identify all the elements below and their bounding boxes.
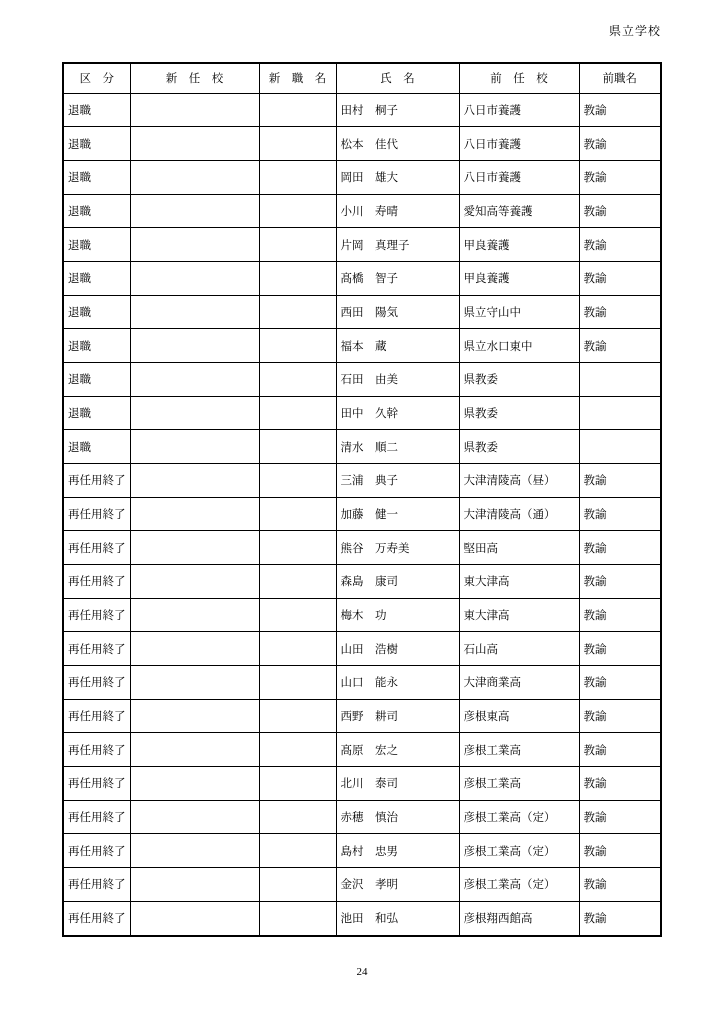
cell-prev-school: 彦根工業高 bbox=[459, 766, 579, 800]
cell-category: 再任用終了 bbox=[63, 699, 130, 733]
cell-new-school bbox=[130, 632, 259, 666]
cell-name: 清水 順二 bbox=[336, 430, 459, 464]
cell-prev-title: 教諭 bbox=[579, 632, 661, 666]
cell-new-title bbox=[259, 127, 336, 161]
cell-new-school bbox=[130, 901, 259, 936]
table-row bbox=[63, 261, 661, 295]
cell-new-title bbox=[259, 699, 336, 733]
column-header-new-school: 新 任 校 bbox=[130, 63, 259, 93]
cell-name: 福本 蔵 bbox=[336, 329, 459, 363]
cell-name: 田村 桐子 bbox=[336, 93, 459, 127]
column-header-name: 氏 名 bbox=[336, 63, 459, 93]
cell-name: 西野 耕司 bbox=[336, 699, 459, 733]
cell-category: 退職 bbox=[63, 295, 130, 329]
cell-new-school bbox=[130, 93, 259, 127]
cell-new-title bbox=[259, 497, 336, 531]
cell-name: 田中 久幹 bbox=[336, 396, 459, 430]
table-row bbox=[63, 531, 661, 565]
cell-prev-title: 教諭 bbox=[579, 564, 661, 598]
table-header-row bbox=[63, 63, 661, 93]
cell-name: 梅木 功 bbox=[336, 598, 459, 632]
cell-new-school bbox=[130, 497, 259, 531]
cell-category: 再任用終了 bbox=[63, 834, 130, 868]
table-row bbox=[63, 463, 661, 497]
cell-new-title bbox=[259, 766, 336, 800]
cell-new-school bbox=[130, 228, 259, 262]
cell-prev-title: 教諭 bbox=[579, 329, 661, 363]
cell-category: 退職 bbox=[63, 362, 130, 396]
cell-name: 池田 和弘 bbox=[336, 901, 459, 936]
cell-new-title bbox=[259, 463, 336, 497]
cell-prev-school: 八日市養護 bbox=[459, 127, 579, 161]
cell-category: 再任用終了 bbox=[63, 766, 130, 800]
cell-prev-title: 教諭 bbox=[579, 160, 661, 194]
table-row bbox=[63, 733, 661, 767]
cell-new-school bbox=[130, 766, 259, 800]
cell-new-title bbox=[259, 531, 336, 565]
cell-prev-title bbox=[579, 362, 661, 396]
cell-category: 再任用終了 bbox=[63, 531, 130, 565]
cell-prev-title: 教諭 bbox=[579, 733, 661, 767]
cell-prev-school: 彦根翔西館高 bbox=[459, 901, 579, 936]
cell-prev-school: 彦根東高 bbox=[459, 699, 579, 733]
cell-category: 再任用終了 bbox=[63, 564, 130, 598]
cell-prev-school: 東大津高 bbox=[459, 598, 579, 632]
cell-category: 再任用終了 bbox=[63, 598, 130, 632]
cell-prev-title: 教諭 bbox=[579, 295, 661, 329]
cell-prev-title: 教諭 bbox=[579, 901, 661, 936]
cell-prev-title bbox=[579, 396, 661, 430]
page-number: 24 bbox=[356, 966, 368, 978]
cell-category: 再任用終了 bbox=[63, 463, 130, 497]
table-row bbox=[63, 598, 661, 632]
cell-category: 再任用終了 bbox=[63, 901, 130, 936]
cell-prev-title: 教諭 bbox=[579, 497, 661, 531]
cell-name: 石田 由美 bbox=[336, 362, 459, 396]
personnel-table bbox=[62, 62, 662, 937]
cell-new-title bbox=[259, 632, 336, 666]
cell-new-school bbox=[130, 295, 259, 329]
cell-category: 再任用終了 bbox=[63, 800, 130, 834]
cell-name: 松本 佳代 bbox=[336, 127, 459, 161]
table-row bbox=[63, 867, 661, 901]
cell-category: 退職 bbox=[63, 430, 130, 464]
table-row bbox=[63, 766, 661, 800]
table-row bbox=[63, 632, 661, 666]
cell-prev-school: 県立水口東中 bbox=[459, 329, 579, 363]
cell-prev-title: 教諭 bbox=[579, 800, 661, 834]
cell-category: 退職 bbox=[63, 160, 130, 194]
column-header-new-title: 新 職 名 bbox=[259, 63, 336, 93]
cell-category: 再任用終了 bbox=[63, 632, 130, 666]
cell-prev-school: 甲良養護 bbox=[459, 228, 579, 262]
table-row bbox=[63, 699, 661, 733]
table-row bbox=[63, 228, 661, 262]
cell-prev-school: 県教委 bbox=[459, 430, 579, 464]
cell-name: 島村 忠男 bbox=[336, 834, 459, 868]
cell-prev-school: 東大津高 bbox=[459, 564, 579, 598]
cell-new-title bbox=[259, 261, 336, 295]
page-corner-label: 県立学校 bbox=[608, 24, 661, 38]
column-header-prev-school: 前 任 校 bbox=[459, 63, 579, 93]
cell-name: 山口 能永 bbox=[336, 665, 459, 699]
cell-prev-title: 教諭 bbox=[579, 531, 661, 565]
cell-prev-title: 教諭 bbox=[579, 766, 661, 800]
cell-new-title bbox=[259, 598, 336, 632]
table-row bbox=[63, 834, 661, 868]
table-row bbox=[63, 160, 661, 194]
cell-prev-school: 県教委 bbox=[459, 396, 579, 430]
cell-new-school bbox=[130, 396, 259, 430]
cell-category: 退職 bbox=[63, 194, 130, 228]
table-body bbox=[63, 93, 661, 936]
cell-new-title bbox=[259, 362, 336, 396]
cell-new-school bbox=[130, 531, 259, 565]
cell-new-title bbox=[259, 160, 336, 194]
cell-new-title bbox=[259, 194, 336, 228]
cell-name: 山田 浩樹 bbox=[336, 632, 459, 666]
cell-name: 加藤 健一 bbox=[336, 497, 459, 531]
cell-new-school bbox=[130, 194, 259, 228]
cell-prev-school: 堅田高 bbox=[459, 531, 579, 565]
cell-name: 岡田 雄大 bbox=[336, 160, 459, 194]
cell-prev-title: 教諭 bbox=[579, 228, 661, 262]
cell-prev-school: 愛知高等養護 bbox=[459, 194, 579, 228]
cell-name: 森島 康司 bbox=[336, 564, 459, 598]
cell-new-title bbox=[259, 564, 336, 598]
cell-category: 退職 bbox=[63, 329, 130, 363]
table-row bbox=[63, 329, 661, 363]
cell-prev-school: 大津清陵高（通） bbox=[459, 497, 579, 531]
cell-new-school bbox=[130, 564, 259, 598]
cell-prev-title: 教諭 bbox=[579, 867, 661, 901]
cell-new-school bbox=[130, 430, 259, 464]
cell-prev-school: 八日市養護 bbox=[459, 160, 579, 194]
cell-name: 金沢 孝明 bbox=[336, 867, 459, 901]
cell-new-school bbox=[130, 127, 259, 161]
cell-prev-title: 教諭 bbox=[579, 665, 661, 699]
column-header-category: 区 分 bbox=[63, 63, 130, 93]
cell-name: 西田 陽気 bbox=[336, 295, 459, 329]
cell-prev-school: 県教委 bbox=[459, 362, 579, 396]
cell-new-school bbox=[130, 867, 259, 901]
cell-prev-title: 教諭 bbox=[579, 699, 661, 733]
cell-new-title bbox=[259, 867, 336, 901]
cell-new-title bbox=[259, 800, 336, 834]
table-row bbox=[63, 194, 661, 228]
table-row bbox=[63, 396, 661, 430]
table-row bbox=[63, 362, 661, 396]
cell-new-title bbox=[259, 93, 336, 127]
cell-new-school bbox=[130, 261, 259, 295]
cell-new-title bbox=[259, 834, 336, 868]
table-row bbox=[63, 901, 661, 936]
cell-new-title bbox=[259, 733, 336, 767]
cell-prev-title: 教諭 bbox=[579, 93, 661, 127]
cell-new-school bbox=[130, 800, 259, 834]
table-row bbox=[63, 665, 661, 699]
cell-prev-school: 大津清陵高（昼） bbox=[459, 463, 579, 497]
cell-new-school bbox=[130, 699, 259, 733]
table-row bbox=[63, 295, 661, 329]
cell-prev-title: 教諭 bbox=[579, 463, 661, 497]
cell-new-school bbox=[130, 733, 259, 767]
cell-name: 小川 寿晴 bbox=[336, 194, 459, 228]
cell-prev-school: 八日市養護 bbox=[459, 93, 579, 127]
cell-new-title bbox=[259, 430, 336, 464]
cell-prev-school: 彦根工業高（定） bbox=[459, 867, 579, 901]
cell-prev-title: 教諭 bbox=[579, 194, 661, 228]
cell-new-school bbox=[130, 834, 259, 868]
cell-name: 髙原 宏之 bbox=[336, 733, 459, 767]
cell-name: 髙橋 智子 bbox=[336, 261, 459, 295]
cell-prev-title: 教諭 bbox=[579, 261, 661, 295]
cell-new-title bbox=[259, 295, 336, 329]
cell-name: 北川 泰司 bbox=[336, 766, 459, 800]
cell-prev-school: 彦根工業高（定） bbox=[459, 834, 579, 868]
cell-prev-title: 教諭 bbox=[579, 127, 661, 161]
table-row bbox=[63, 430, 661, 464]
cell-category: 退職 bbox=[63, 228, 130, 262]
cell-category: 再任用終了 bbox=[63, 733, 130, 767]
table-row bbox=[63, 497, 661, 531]
cell-new-school bbox=[130, 329, 259, 363]
cell-category: 再任用終了 bbox=[63, 497, 130, 531]
cell-prev-school: 石山高 bbox=[459, 632, 579, 666]
table-row bbox=[63, 93, 661, 127]
cell-name: 三浦 典子 bbox=[336, 463, 459, 497]
table-row bbox=[63, 564, 661, 598]
cell-prev-school: 甲良養護 bbox=[459, 261, 579, 295]
cell-new-title bbox=[259, 901, 336, 936]
table-row bbox=[63, 800, 661, 834]
table-row bbox=[63, 127, 661, 161]
cell-new-title bbox=[259, 665, 336, 699]
cell-new-school bbox=[130, 463, 259, 497]
cell-prev-school: 彦根工業高 bbox=[459, 733, 579, 767]
cell-new-title bbox=[259, 396, 336, 430]
cell-new-title bbox=[259, 228, 336, 262]
cell-category: 退職 bbox=[63, 396, 130, 430]
cell-prev-school: 県立守山中 bbox=[459, 295, 579, 329]
cell-new-school bbox=[130, 362, 259, 396]
cell-category: 退職 bbox=[63, 127, 130, 161]
cell-new-school bbox=[130, 598, 259, 632]
cell-prev-title: 教諭 bbox=[579, 834, 661, 868]
column-header-prev-title: 前職名 bbox=[579, 63, 661, 93]
cell-prev-school: 大津商業高 bbox=[459, 665, 579, 699]
cell-new-school bbox=[130, 665, 259, 699]
cell-prev-title bbox=[579, 430, 661, 464]
cell-category: 再任用終了 bbox=[63, 867, 130, 901]
cell-category: 再任用終了 bbox=[63, 665, 130, 699]
cell-category: 退職 bbox=[63, 93, 130, 127]
cell-name: 熊谷 万寿美 bbox=[336, 531, 459, 565]
cell-name: 片岡 真理子 bbox=[336, 228, 459, 262]
cell-category: 退職 bbox=[63, 261, 130, 295]
cell-name: 赤穂 慎治 bbox=[336, 800, 459, 834]
cell-prev-school: 彦根工業高（定） bbox=[459, 800, 579, 834]
cell-prev-title: 教諭 bbox=[579, 598, 661, 632]
cell-new-school bbox=[130, 160, 259, 194]
cell-new-title bbox=[259, 329, 336, 363]
